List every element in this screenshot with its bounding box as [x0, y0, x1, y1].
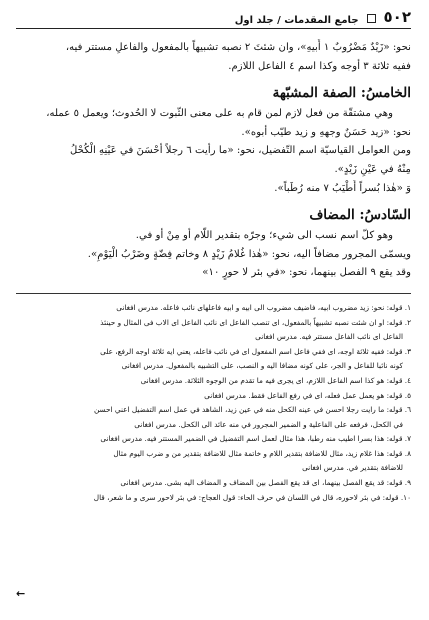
- footnote-line: ٣. قوله: ففيه ثلاثة اوجه، ای ففي فاعل اسم المفعول ای في نائب فاعله، يعني ايه ثلاثة اوجه الرفع، على: [100, 346, 411, 356]
- footnote-line: ٨. قوله: هذا غلام زيد، مثال للاضافة بتقدير اللام و خاتمة مثال للاضافة بتقدير من و ضرب اليوم مثال: [113, 448, 411, 458]
- main-text: [16, 39, 411, 283]
- text-line: وَ «هٰذا بُسراً أَطْيَبُ ٧ منه رُطَباً».: [274, 182, 411, 194]
- text-line: ويسمّى المجرور مضافاً اليه، نحو: «هٰذا غُلامُ زَيْدٍ ٨ وخاتم فِضّةٍ وضَرْبُ الْيَوْمِ».: [87, 248, 411, 260]
- text-line: ومن العوامل القياسيّة اسم التّفضيل، نحو: «ما رأيت ٦ رجلاً أحْسَنَ في عَيْنِهِ الْكُحْلُ: [69, 145, 411, 157]
- footnote-line: ٥. قوله: هو يعمل عمل فعله، ای في رفع الفاعل فقط. مدرس افغانی: [204, 390, 411, 400]
- footnote-line: ٩. قوله: قد يقع الفصل بينهما، ای قد يقع الفصل بين المضاف و المضاف اليه بشی. مدرس افغانی: [120, 478, 411, 488]
- text-line: مِنْهُ في عَيْنِ زَيْدٍ».: [334, 163, 411, 175]
- footnote-divider: [16, 293, 411, 294]
- text-line: نحو: «زيد حَسَنٌ وجههِ و زيد طيّب أبوه».: [241, 126, 411, 138]
- footnote-line: للاضافة بتقدير في. مدرس افغانی: [302, 463, 403, 473]
- footnote-line: ٦. قوله: ما رايت رجلا احسن في عينه الكحل منه في عين زيد، الشاهد في عمل اسم التفضيل اعني احسن: [93, 405, 411, 415]
- section-heading-six: السّادسُ: المضاف: [309, 207, 411, 224]
- footnote-line: الفاعل ای نائب الفاعل مستتر فيه. مدرس افغانی: [255, 332, 403, 342]
- footnote-line: في الكحل، فرفعه على الفاعلية و الضمير المجرور في منه عائد الى الكحل. مدرس افغانی: [134, 419, 403, 429]
- footnote-line: كونه نائبا للفاعل و الجر، على كونه مضافا اليه و النصب، على التشبيه بالمفعول. مدرس افغانی: [121, 361, 403, 371]
- page-header: [16, 0, 411, 29]
- text-line: ففيه ثلاثة ٣ أوجه وكذا اسم ٤ الفاعل اللازم.: [228, 60, 411, 72]
- square-icon: [367, 14, 376, 23]
- footnotes: [16, 301, 411, 505]
- running-title: جامع المقدمات / جلد اول: [234, 15, 359, 26]
- footnote-line: ١. قوله: نحو: زيد مضروب ابيه، فاضيف مضروب الى ابيه و ابيه فاعلهای نائب فاعله. مدرس افغانی: [116, 302, 411, 312]
- text-line: وهي مشتقّة من فعل لازم لمن قام به على معنى الثّبوت لا الحُدوث؛ ويعمل ٥ عمله،: [46, 108, 393, 120]
- text-line: نحو: «زَيْدٌ مَضْرُوبٌ ١ أَبيهِ»، وان شئتَ ٢ نصبه تشبيهاً بالمفعول والفاعلِ مستتر فيه،: [65, 42, 411, 53]
- footnote-line: ٤. قوله: هو كذا اسم الفاعل اللازم، ای يجرى فيه ما تقدم من الوجوه الثلاثة. مدرس افغانی: [140, 375, 411, 385]
- continuation-arrow-icon: ←: [16, 587, 26, 600]
- section-heading-five: الخامسُ: الصفة المشبّهة: [272, 85, 411, 102]
- page-number: ٥٠٢: [383, 8, 411, 26]
- text-line: وقد يقع ٩ الفصل بينهما، نحو: «في بئر لا حورٍ ١٠»: [202, 267, 411, 279]
- footnote-line: ٢. قوله: او ان شئت نصبه تشبيهاً بالمفعول، ای تنصب الفاعل ای نائب الفاعل ای الاب فی المثال و حینئذ: [100, 317, 411, 327]
- footnote-line: ١٠. قوله: في بئر لاحوره، قال في اللسان في حرف الحاء: قول العجاج: في بئر لاحور سرى و ما شعر، قال: [93, 492, 411, 502]
- footnote-line: ٧. قوله: هذا بسرا اطيب منه رطبا، هذا مثال لعمل اسم التفضيل في الضمير المستتر فيه. مدرس افغانی: [100, 434, 411, 444]
- text-line: وهو كلّ اسم نسب الى شيء؛ وجرّه بتقدير اللّام أو مِنْ أو في.: [135, 230, 393, 242]
